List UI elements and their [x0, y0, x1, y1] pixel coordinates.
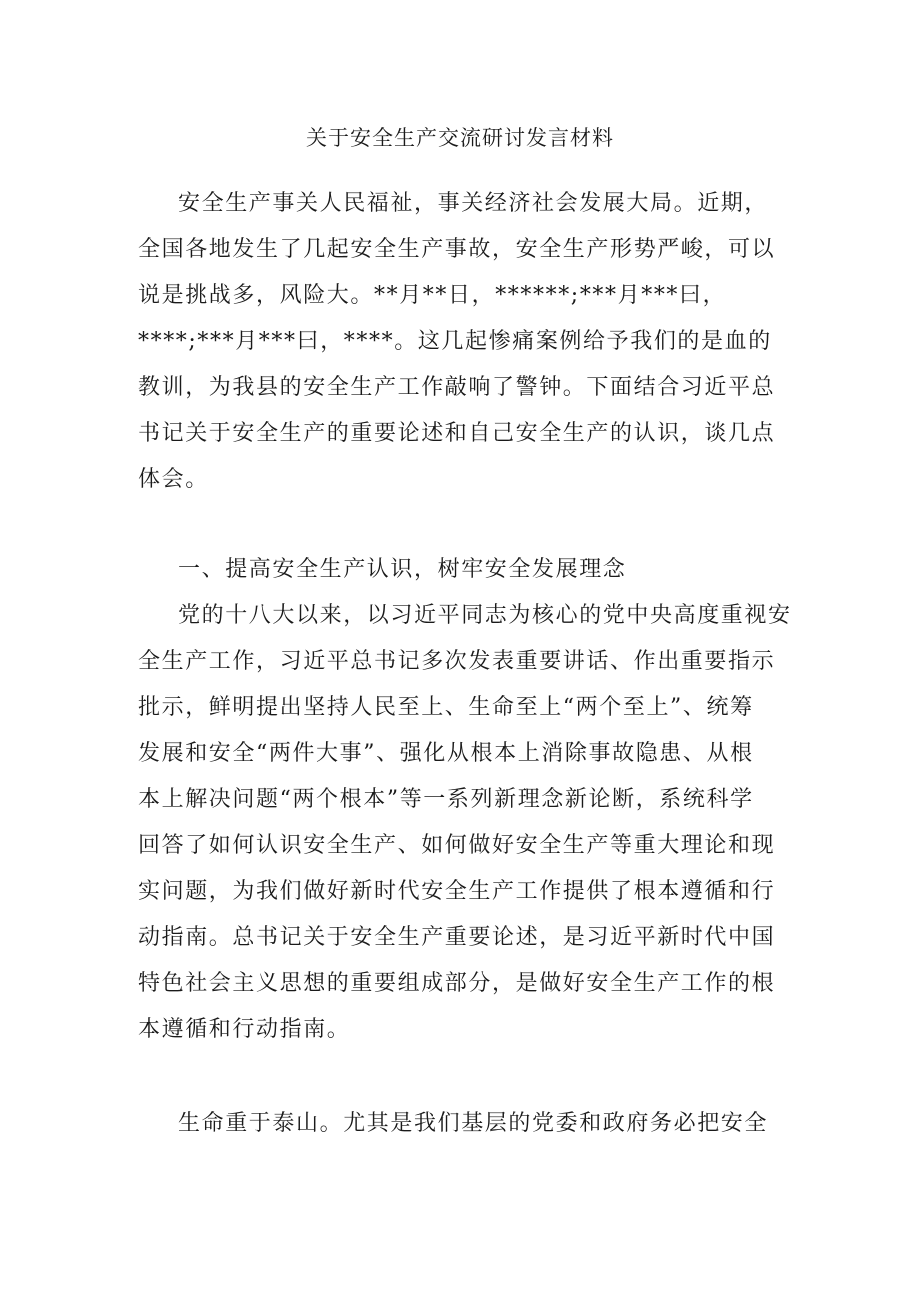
text-line: 体会。 [138, 467, 209, 492]
text-line: 全国各地发生了几起安全生产事故，安全生产形势严峻，可以 [138, 237, 776, 262]
text-line: 生命重于泰山。尤其是我们基层的党委和政府务必把安全 [178, 1111, 769, 1136]
text-line: 批示，鲜明提出坚持人民至上、生命至上“两个至上”、统筹 [138, 695, 754, 720]
section-1-paragraph [138, 593, 792, 1053]
text-line: 党的十八大以来，以习近平同志为核心的党中央高度重视安 [178, 603, 792, 628]
text-line: 全生产工作，习近平总书记多次发表重要讲话、作出重要指示 [138, 649, 776, 674]
closing-paragraph [138, 1101, 778, 1147]
text-line: 发展和安全“两件大事”、强化从根本上消除事故隐患、从根 [138, 741, 754, 766]
section-heading [138, 547, 778, 593]
document-title: 关于安全生产交流研讨发言材料 [306, 126, 614, 150]
text-line: 本遵循和行动指南。 [138, 1017, 351, 1042]
text-line: 安全生产事关人民福祉，事关经济社会发展大局。近期， [178, 191, 769, 216]
text-line: 特色社会主义思想的重要组成部分，是做好安全生产工作的根 [138, 971, 776, 996]
text-line: 动指南。总书记关于安全生产重要论述，是习近平新时代中国 [138, 925, 776, 950]
text-line: 本上解决问题“两个根本”等一系列新理念新论断，系统科学 [138, 787, 754, 812]
text-line: 说是挑战多，风险大。**月**日，******;***月***曰， [138, 283, 727, 308]
intro-paragraph [138, 181, 778, 503]
text-line: 回答了如何认识安全生产、如何做好安全生产等重大理论和现 [138, 833, 776, 858]
text-line: ****;***月***曰，****。这几起惨痛案例给予我们的是血的 [138, 329, 772, 354]
section-heading-text: 一、提高安全生产认识，树牢安全发展理念 [178, 557, 627, 582]
text-line: 实问题，为我们做好新时代安全生产工作提供了根本遵循和行 [138, 879, 776, 904]
text-line: 教训，为我县的安全生产工作敲响了警钟。下面结合习近平总 [138, 375, 776, 400]
text-line: 书记关于安全生产的重要论述和自己安全生产的认识，谈几点 [138, 421, 776, 446]
